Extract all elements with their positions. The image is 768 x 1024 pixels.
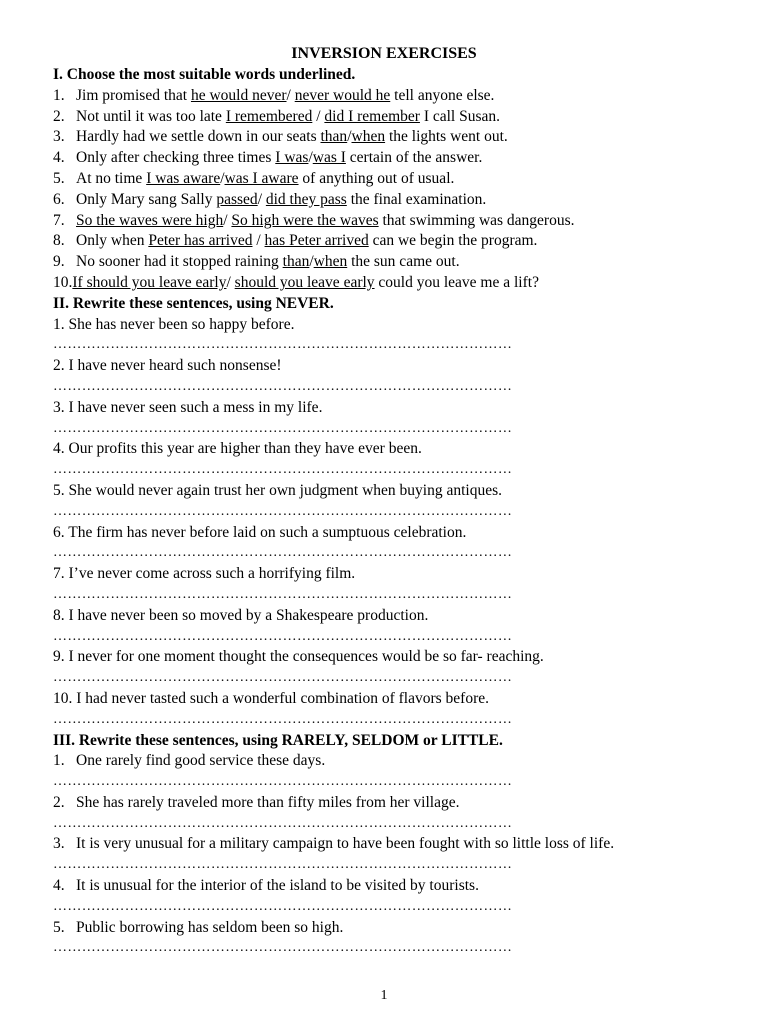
rewrite-sentence: 6. The firm has never before laid on such a sumptuous celebration.: [53, 523, 467, 541]
section-3-items: [53, 751, 743, 959]
answer-option[interactable]: than: [320, 128, 348, 146]
answer-option[interactable]: was I aware: [224, 169, 299, 187]
answer-option[interactable]: than: [282, 253, 310, 271]
choice-sentence: [53, 169, 743, 190]
sentence-text: /: [347, 128, 352, 146]
sentence-text: /: [220, 169, 225, 187]
choice-sentence: [53, 231, 743, 252]
answer-line[interactable]: ……………………………………………………………………………………: [53, 898, 513, 914]
answer-option[interactable]: was I: [312, 149, 346, 167]
choice-sentence: [53, 190, 743, 211]
rewrite-sentence: [53, 918, 743, 939]
answer-line[interactable]: ……………………………………………………………………………………: [53, 545, 513, 561]
answer-option[interactable]: never would he: [294, 86, 391, 104]
sentence-text: Only when: [76, 232, 149, 250]
answer-option[interactable]: Peter has arrived: [148, 232, 253, 250]
sentence-text: /: [252, 232, 265, 250]
answer-option[interactable]: So high were the waves: [231, 211, 379, 229]
sentence-text: the sun came out.: [347, 253, 460, 271]
section-2-heading: II. Rewrite these sentences, using NEVER.: [53, 294, 334, 312]
answer-line[interactable]: ……………………………………………………………………………………: [53, 815, 513, 831]
sentence-text: /: [226, 273, 235, 291]
sentence-text: tell anyone else.: [390, 86, 495, 104]
item-number: 3.: [53, 835, 65, 853]
answer-option[interactable]: So the waves were high: [76, 211, 224, 229]
sentence-text: I call Susan.: [419, 107, 501, 125]
rewrite-sentence: 5. She would never again trust her own judgment when buying antiques.: [53, 481, 502, 499]
section-2-items: [53, 315, 743, 731]
answer-line[interactable]: ……………………………………………………………………………………: [53, 337, 513, 353]
answer-line[interactable]: ……………………………………………………………………………………: [53, 628, 513, 644]
choice-sentence: [53, 86, 743, 107]
sentence-text: the lights went out.: [385, 128, 508, 146]
choice-sentence: [53, 148, 743, 169]
rewrite-sentence: 8. I have never been so moved by a Shakespeare production.: [53, 606, 429, 624]
item-number: 4.: [53, 149, 65, 167]
sentence-text: One rarely find good service these days.: [76, 752, 326, 770]
answer-option[interactable]: when: [351, 128, 386, 146]
sentence-text: At no time: [76, 169, 147, 187]
page-number: 1: [380, 988, 388, 1003]
answer-option[interactable]: If should you leave early: [72, 273, 227, 291]
item-number: 4.: [53, 877, 65, 895]
answer-line[interactable]: ……………………………………………………………………………………: [53, 711, 513, 727]
rewrite-sentence: [53, 751, 743, 772]
item-number: 6.: [53, 190, 65, 208]
answer-option[interactable]: did they pass: [265, 190, 347, 208]
rewrite-sentence: 7. I’ve never come across such a horrifying film.: [53, 565, 356, 583]
answer-option[interactable]: did I remember: [324, 107, 420, 125]
answer-option[interactable]: I was: [275, 149, 309, 167]
item-number: 2.: [53, 107, 65, 125]
item-number: 2.: [53, 793, 65, 811]
sentence-text: /: [309, 253, 314, 271]
answer-line[interactable]: ……………………………………………………………………………………: [53, 940, 513, 956]
choice-sentence: [53, 252, 743, 273]
answer-option[interactable]: passed: [216, 190, 258, 208]
sentence-text: that swimming was dangerous.: [378, 211, 575, 229]
item-number: 1.: [53, 752, 65, 770]
item-number: 8.: [53, 232, 65, 250]
item-number: 5.: [53, 169, 65, 187]
answer-option[interactable]: should you leave early: [234, 273, 375, 291]
rewrite-sentence: [53, 834, 743, 855]
answer-line[interactable]: ……………………………………………………………………………………: [53, 420, 513, 436]
sentence-text: /: [223, 211, 232, 229]
worksheet-content: [53, 65, 743, 959]
answer-option[interactable]: has Peter arrived: [264, 232, 369, 250]
sentence-text: Only after checking three times: [76, 149, 276, 167]
rewrite-sentence: 1. She has never been so happy before.: [53, 315, 295, 333]
sentence-text: /: [308, 149, 313, 167]
answer-option[interactable]: I remembered: [225, 107, 313, 125]
sentence-text: Public borrowing has seldom been so high.: [76, 918, 344, 936]
sentence-text: Only Mary sang Sally: [76, 190, 217, 208]
sentence-text: She has rarely traveled more than fifty miles from her village.: [76, 793, 460, 811]
answer-line[interactable]: ……………………………………………………………………………………: [53, 378, 513, 394]
rewrite-sentence: 4. Our profits this year are higher than they have ever been.: [53, 440, 422, 458]
answer-option[interactable]: I was aware: [146, 169, 221, 187]
answer-option[interactable]: when: [313, 253, 348, 271]
choice-sentence: [53, 211, 743, 232]
item-number: 3.: [53, 128, 65, 146]
rewrite-sentence: [53, 793, 743, 814]
rewrite-sentence: 2. I have never heard such nonsense!: [53, 357, 282, 375]
rewrite-sentence: [53, 876, 743, 897]
item-number: 5.: [53, 918, 65, 936]
rewrite-sentence: 9. I never for one moment thought the consequences would be so far- reaching.: [53, 648, 544, 666]
choice-sentence: [53, 273, 743, 294]
item-number: 9.: [53, 253, 65, 271]
item-number: 10.: [53, 273, 73, 291]
answer-line[interactable]: ……………………………………………………………………………………: [53, 462, 513, 478]
answer-line[interactable]: ……………………………………………………………………………………: [53, 586, 513, 602]
sentence-text: Hardly had we settle down in our seats: [76, 128, 321, 146]
rewrite-sentence: 10. I had never tasted such a wonderful combination of flavors before.: [53, 689, 490, 707]
rewrite-sentence: 3. I have never seen such a mess in my life.: [53, 398, 323, 416]
sentence-text: No sooner had it stopped raining: [76, 253, 283, 271]
answer-line[interactable]: ……………………………………………………………………………………: [53, 774, 513, 790]
item-number: 1.: [53, 86, 65, 104]
answer-line[interactable]: ……………………………………………………………………………………: [53, 670, 513, 686]
sentence-text: /: [286, 86, 295, 104]
choice-sentence: [53, 127, 743, 148]
sentence-text: It is very unusual for a military campaign to have been fought with so little loss of life.: [76, 835, 615, 853]
sentence-text: Jim promised that: [76, 86, 191, 104]
section-3-heading: III. Rewrite these sentences, using RARELY, SELDOM or LITTLE.: [53, 731, 503, 749]
section-1-items: [53, 86, 743, 294]
document-title: INVERSION EXERCISES: [291, 45, 477, 62]
sentence-text: certain of the answer.: [345, 149, 483, 167]
item-number: 7.: [53, 211, 65, 229]
sentence-text: /: [312, 107, 325, 125]
sentence-text: can we begin the program.: [368, 232, 538, 250]
sentence-text: the final examination.: [346, 190, 487, 208]
sentence-text: /: [257, 190, 266, 208]
sentence-text: of anything out of usual.: [298, 169, 455, 187]
section-1-heading: I. Choose the most suitable words underlined.: [53, 66, 356, 83]
answer-line[interactable]: ……………………………………………………………………………………: [53, 503, 513, 519]
answer-option[interactable]: he would never: [190, 86, 287, 104]
answer-line[interactable]: ……………………………………………………………………………………: [53, 857, 513, 873]
choice-sentence: [53, 107, 743, 128]
sentence-text: It is unusual for the interior of the island to be visited by tourists.: [76, 877, 479, 895]
sentence-text: Not until it was too late: [76, 107, 226, 125]
sentence-text: could you leave me a lift?: [374, 273, 539, 291]
